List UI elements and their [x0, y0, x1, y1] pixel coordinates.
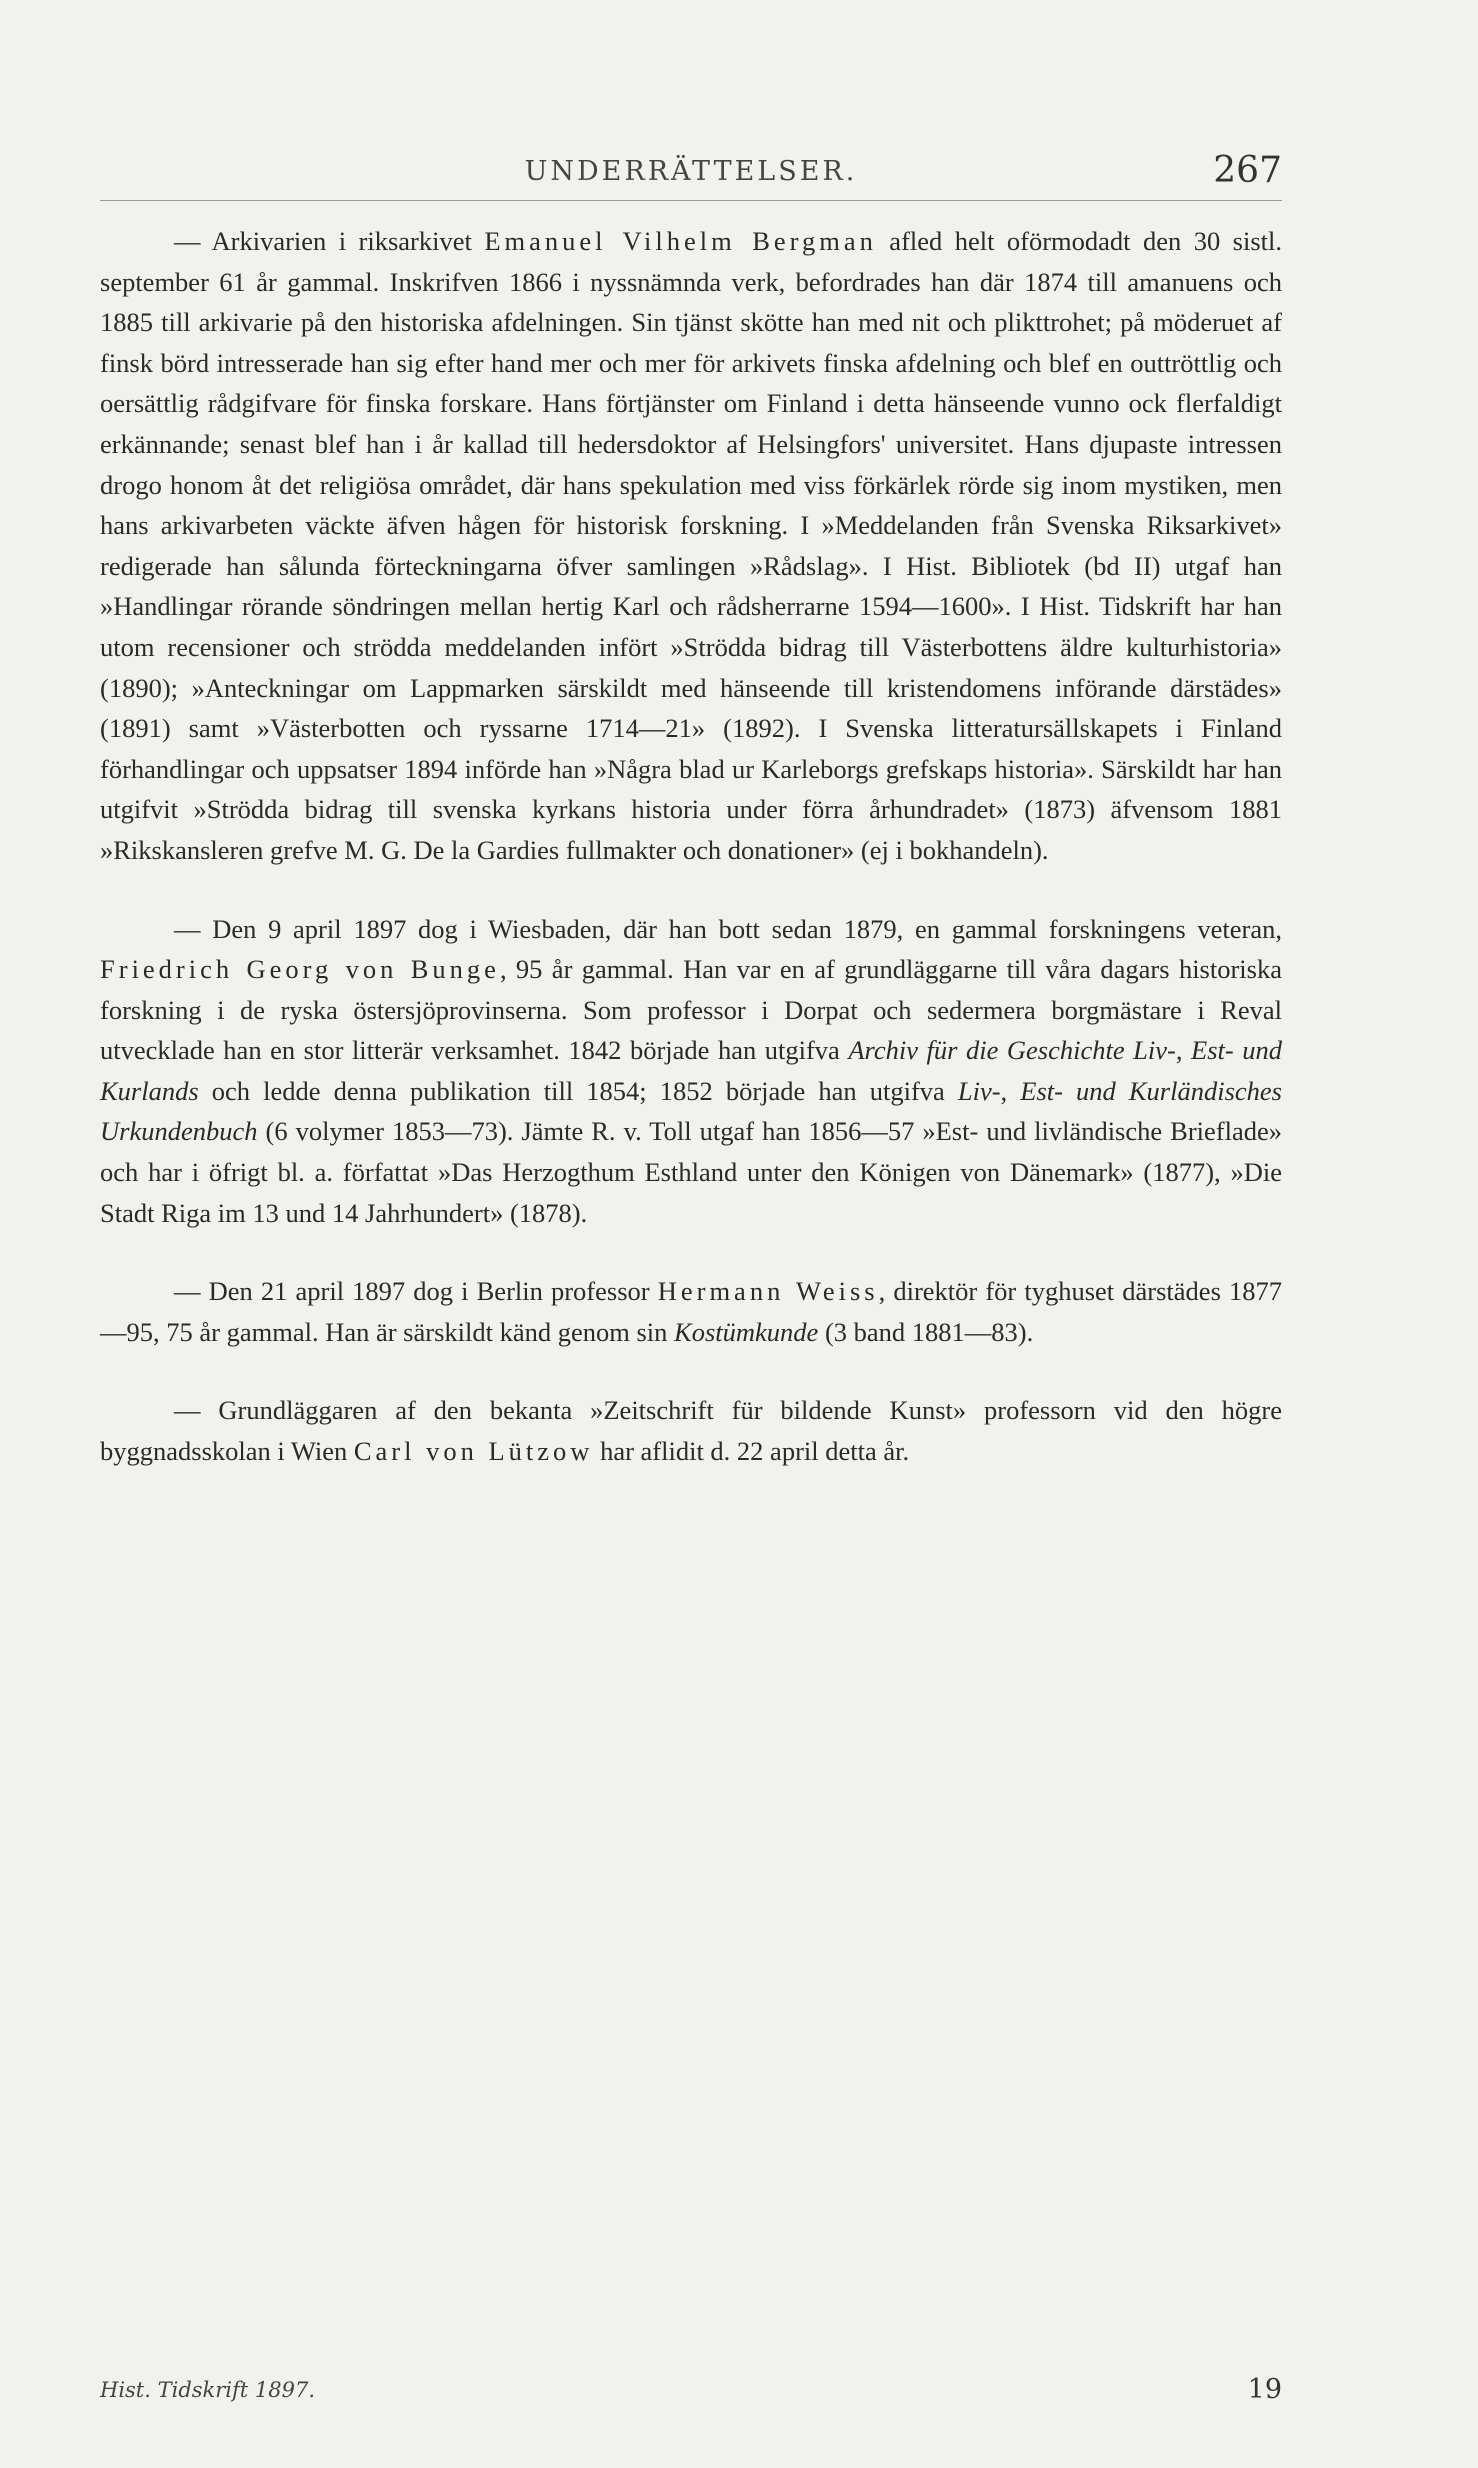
text-run: — Den 21 april 1897 dog i Berlin professor — [174, 1276, 658, 1307]
page — [100, 150, 1282, 1510]
paragraph-weiss — [100, 1271, 1282, 1352]
work-title: Archiv für die Geschichte Liv-, Est- und Kurlands — [100, 1035, 1282, 1106]
text-run: — Den 9 april 1897 dog i Wiesbaden, där han bott sedan 1879, en gammal forskningens veteran, — [174, 913, 1282, 944]
work-title: Liv-, Est- und Kurländisches Urkundenbuch — [100, 1075, 1282, 1147]
body-text — [100, 221, 1282, 1472]
text-run: — Arkivarien i riksarkivet — [174, 226, 485, 256]
signature-mark: 19 — [1247, 2374, 1282, 2405]
text-run: , 95 år gammal. Han var en af grundläggarne till våra dagars historiska forskning i de ryska östersjöprovinserna. Som professor i Dorpat och sedermera borgmästare i Reval utvecklade han en stor litterär verksamhet. 1842 började han utgifva — [100, 954, 1282, 1066]
text-run: och ledde denna publikation till 1854; 1852 började han utgifva — [198, 1075, 958, 1106]
paragraph-bergman — [100, 221, 1282, 871]
person-name: Friedrich Georg von Bunge — [100, 954, 500, 985]
footer — [100, 2374, 1282, 2418]
paragraph-bunge — [100, 909, 1282, 1234]
person-name: Emanuel Vilhelm Bergman — [484, 226, 877, 256]
text-run: — Grundläggaren af den bekanta »Zeitschrift für bildende Kunst» professorn vid den högre byggnadsskolan i Wien — [100, 1395, 1282, 1467]
person-name: Carl von Lützow — [353, 1436, 594, 1467]
text-run: har aflidit d. 22 april detta år. — [593, 1436, 910, 1467]
journal-reference: Hist. Tidskrift 1897. — [100, 2378, 316, 2402]
text-run: , direktör för tyghuset därstädes 1877—95, 75 år gammal. Han är särskildt känd genom sin — [100, 1276, 1282, 1347]
header-title: UNDERRÄTTELSER. — [524, 156, 858, 187]
work-title: Kostümkunde — [674, 1316, 819, 1347]
running-head — [100, 150, 1282, 201]
page-number: 267 — [1213, 150, 1282, 191]
person-name: Hermann Weiss — [657, 1276, 879, 1307]
text-run: afled helt oförmodadt den 30 sistl. september 61 år gammal. Inskrifven 1866 i nyssnämnda verk, befordrades han där 1874 till amanuens och 1885 till arkivarie på den historiska afdelningen. Sin tjänst skötte han med nit och plikttrohet; på möderuet af finsk börd intresserade han sig efter hand mer och mer för arkivets finska afdelning och blef en outtröttlig och oersättlig rådgifvare för finska forskare. Hans förtjänster om Finland i detta hänseende vunno ock flerfaldigt erkännande; senast blef han i år kallad till hedersdoktor af Helsingfors' universitet. Hans djupaste intressen drogo honom åt det religiösa området, där hans spekulation med viss förkärlek rörde sig inom mystiken, men hans arkivarbeten väckte äfven hågen för historisk forskning. I »Meddelanden från Svenska Riksarkivet» redigerade han sålunda förteckningarna öfver samlingen »Rådslag». I Hist. Bibliotek (bd II) utgaf han »Handlingar rörande söndringen mellan hertig Karl och rådsherrarne 1594—1600». I Hist. Tidskrift har han utom recensioner och strödda meddelanden infört »Strödda bidrag till Västerbottens äldre kulturhistoria» (1890); »Anteckningar om Lappmarken särskildt med hänseende till kristendomens införande därstädes» (1891) samt »Västerbotten och ryssarne 1714—21» (1892). I Svenska litteratursällskapets i Finland förhandlingar och uppsatser 1894 införde han »Några blad ur Karleborgs grefskaps historia». Särskildt har han utgifvit »Strödda bidrag till svenska kyrkans historia under förra århundradet» (1873) äfvensom 1881 »Rikskansleren grefve M. G. De la Gardies fullmakter och donationer» (ej i bokhandeln). — [100, 226, 1283, 865]
paragraph-lutzow — [100, 1390, 1282, 1471]
text-run: (6 volymer 1853—73). Jämte R. v. Toll utgaf han 1856—57 »Est- und livländische Brieflade» och har i öfrigt bl. a. författat »Das Herzogthum Esthland unter den Königen von Dänemark» (1877), »Die Stadt Riga im 13 und 14 Jahrhundert» (1878). — [100, 1116, 1282, 1228]
text-run: (3 band 1881—83). — [818, 1316, 1034, 1347]
